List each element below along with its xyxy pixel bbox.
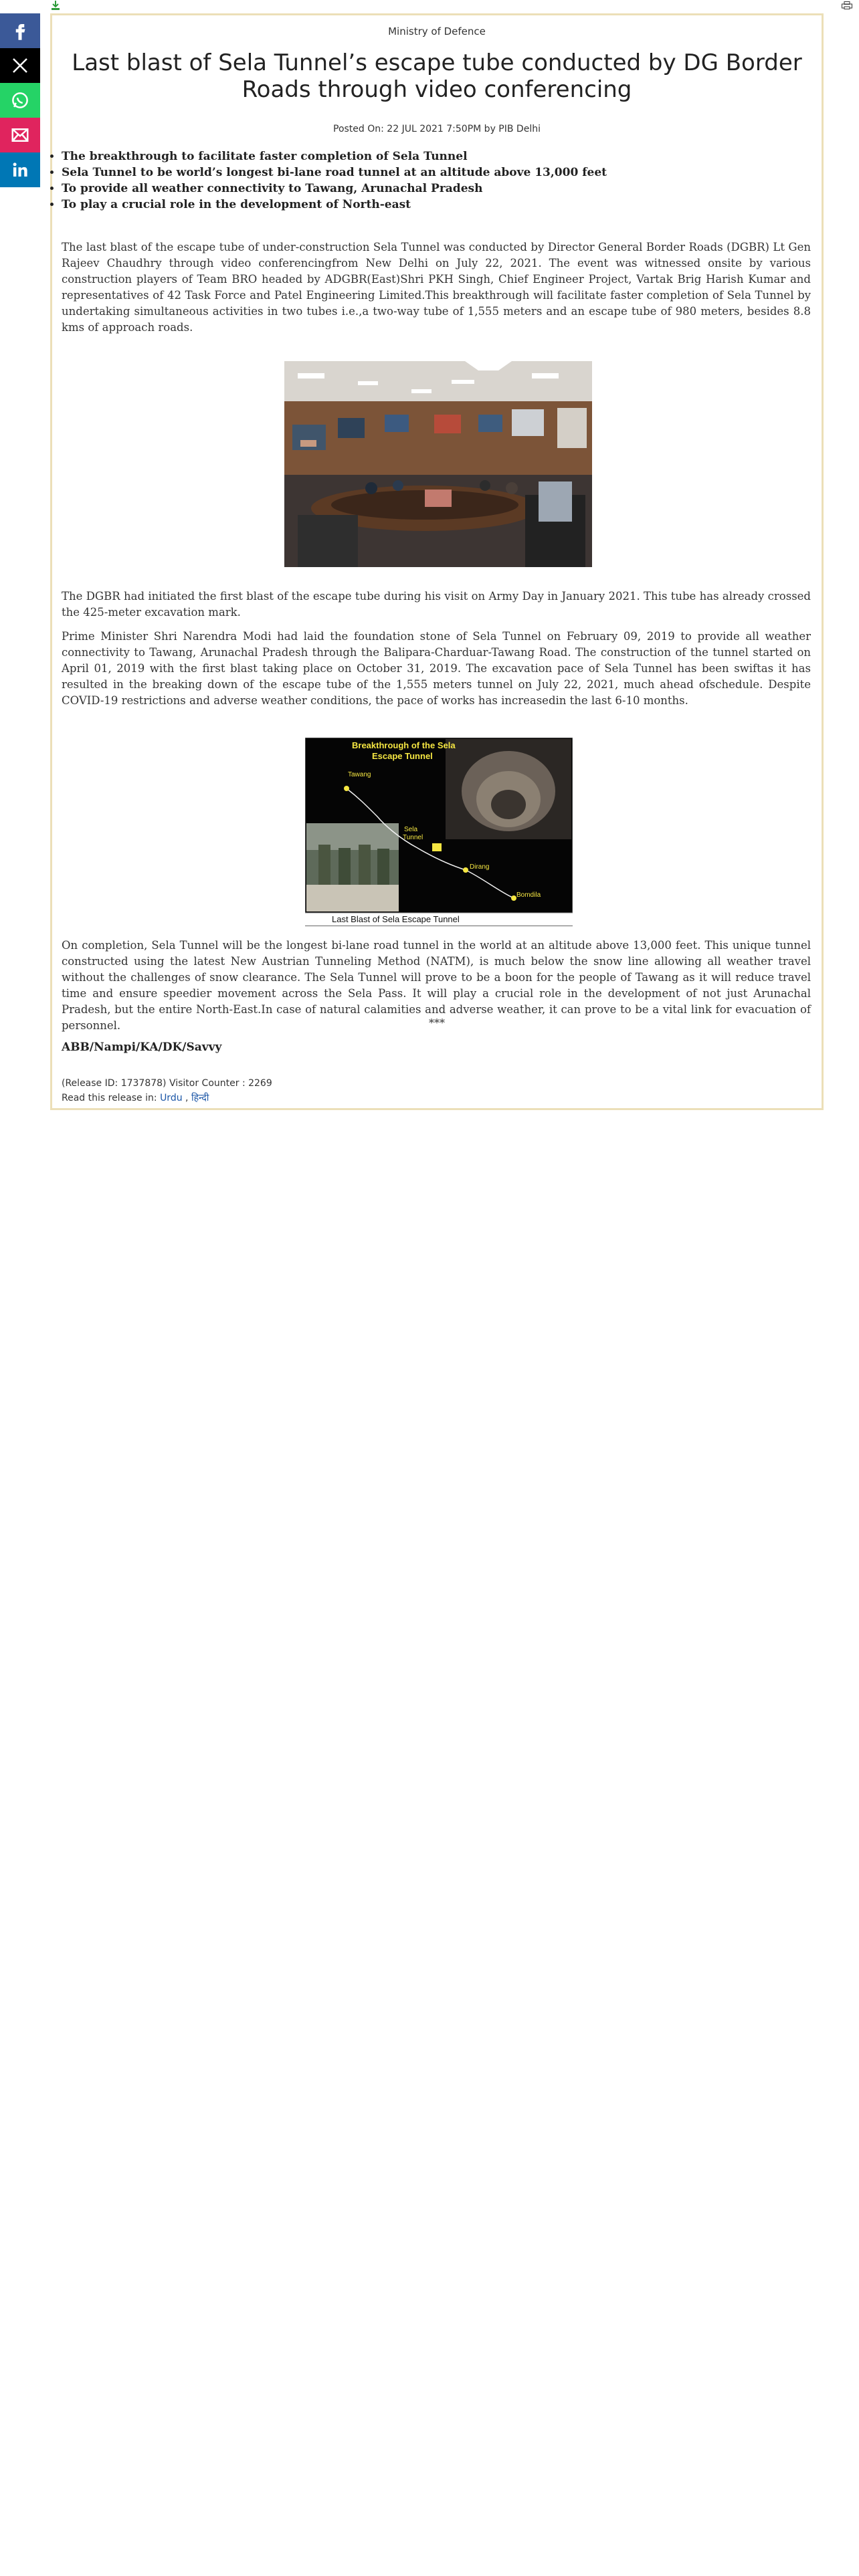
graphic-heading-line2: Escape Tunnel — [372, 751, 433, 761]
download-icon[interactable] — [51, 0, 60, 11]
graphic-label-dirang: Dirang — [470, 863, 490, 871]
social-share-bar — [0, 13, 40, 187]
signature: ABB/Nampi/KA/DK/Savvy — [62, 1041, 222, 1054]
page-title: Last blast of Sela Tunnel’s escape tube conducted by DG Border Roads through video conferencing — [72, 49, 802, 103]
read-in-languages — [62, 1091, 209, 1104]
body-paragraph-3: Prime Minister Shri Narendra Modi had laid the foundation stone of Sela Tunnel on February 09, 2019 to provide all weather connectivity to Tawang, Arunachal Pradesh through the Balipara-Charduar-Tawang Road. The construction of the tunnel started on April 01, 2019 with the first blast taking place on October 31, 2019. The excavation pace of Sela Tunnel has been swiftas it has resulted in the breaking down of the escape tube of the 1,555 meters tunnel on July 22, 2021, much ahead ofschedule. Despite COVID-19 restrictions and adverse weather conditions, the pace of works has increasedin the last 6-10 months. — [62, 630, 811, 707]
print-icon[interactable] — [842, 1, 852, 9]
video-conference-photo — [284, 361, 592, 567]
whatsapp-icon — [10, 90, 30, 110]
email-share-button[interactable] — [0, 118, 40, 152]
facebook-share-button[interactable] — [0, 13, 40, 48]
mail-icon — [10, 125, 30, 145]
highlights-list — [48, 148, 811, 213]
sela-tunnel-infographic — [305, 738, 573, 926]
release-info: (Release ID: 1737878) Visitor Counter : 2269 — [62, 1078, 272, 1089]
x-icon — [10, 56, 30, 76]
read-in-label: Read this release in: — [62, 1093, 161, 1103]
highlight-item: • The breakthrough to facilitate faster completion of Sela Tunnel — [62, 148, 811, 165]
graphic-caption: Last Blast of Sela Escape Tunnel — [332, 914, 460, 924]
facebook-icon — [10, 21, 30, 41]
graphic-label-tawang: Tawang — [348, 771, 371, 778]
body-paragraph-4: On completion, Sela Tunnel will be the longest bi-lane road tunnel in the world at an altitude above 13,000 feet. This unique tunnel constructed using the latest New Austrian Tunneling Method (NATM), is much below the snow line allowing all weather travel without the challenges of snow clearance. The Sela Tunnel will prove to be a boon for the people of Tawang as it will reduce travel time and ensure speedier movement across the Sela Pass. It will play a crucial role in the development of not just Arunachal Pradesh, but the entire North-East.In case of natural calamities and adverse weather, it can prove to be a vital link for evacuation of personnel. — [62, 939, 811, 1032]
linkedin-share-button[interactable] — [0, 152, 40, 187]
x-share-button[interactable] — [0, 48, 40, 83]
body-paragraph-1: The last blast of the escape tube of under-construction Sela Tunnel was conducted by Director General Border Roads (DGBR) Lt Gen Rajeev Chaudhry through video conferencingfrom New Delhi on July 22, 2021. The event was witnessed onsite by various construction players of Team BRO headed by ADGBR(East)Shri PKH Singh, Chief Engineer Project, Vartak Brig Harish Kumar and representatives of 42 Task Force and Patel Engineering Limited.This breakthrough will facilitate faster completion of Sela Tunnel by undertaking simultaneous activities in two tubes i.e.,a two-way tube of 1,555 meters and an escape tube of 980 meters, besides 8.8 kms of approach roads. — [62, 241, 811, 334]
graphic-label-sela-1: Sela — [404, 826, 418, 833]
ministry-name: Ministry of Defence — [388, 25, 486, 37]
highlight-item: • To provide all weather connectivity to Tawang, Arunachal Pradesh — [62, 181, 811, 197]
highlight-item: • To play a crucial role in the development of North-east — [62, 197, 811, 213]
graphic-label-bomdila: Bomdila — [516, 891, 541, 899]
section-separator: *** — [429, 1016, 445, 1029]
body-paragraph-2: The DGBR had initiated the first blast of the escape tube during his visit on Army Day in January 2021. This tube has already crossed the 425-meter excavation mark. — [62, 590, 811, 619]
language-link-hindi[interactable]: हिन्दी — [191, 1093, 209, 1103]
language-separator: , — [182, 1093, 191, 1103]
language-link-urdu[interactable]: Urdu — [160, 1093, 183, 1103]
graphic-label-sela-2: Tunnel — [403, 834, 423, 841]
whatsapp-share-button[interactable] — [0, 83, 40, 118]
posted-date: Posted On: 22 JUL 2021 7:50PM by PIB Delhi — [333, 124, 541, 134]
linkedin-icon — [10, 160, 30, 180]
graphic-heading-line1: Breakthrough of the Sela — [352, 740, 456, 750]
highlight-item: • Sela Tunnel to be world’s longest bi-lane road tunnel at an altitude above 13,000 feet — [62, 165, 811, 181]
